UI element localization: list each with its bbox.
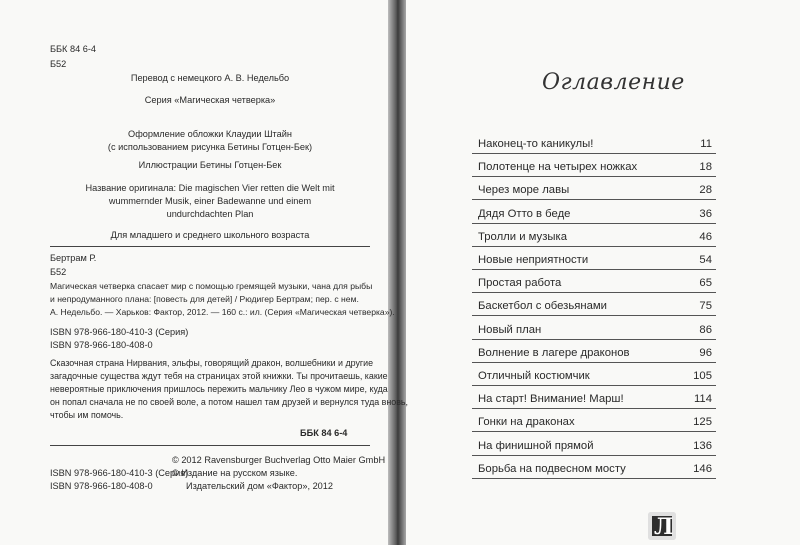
isbn-series-bottom: ISBN 978-966-180-410-3 (Серия) bbox=[50, 468, 189, 478]
toc-divider bbox=[472, 362, 716, 363]
author-code: Б52 bbox=[50, 267, 67, 277]
original-title-line3: undurchdachten Plan bbox=[166, 209, 254, 219]
biblio-line2: и непродуманного плана: [повесть для детей] / Рюдигер Бертрам; пер. с нем. bbox=[50, 294, 359, 304]
toc-entry-page: 75 bbox=[699, 300, 712, 313]
divider-bottom bbox=[50, 445, 370, 446]
toc-divider bbox=[472, 176, 716, 177]
toc-entry-page: 46 bbox=[699, 230, 712, 243]
toc-entry-page: 105 bbox=[693, 370, 712, 382]
toc-entry-title: Волнение в лагере драконов bbox=[478, 346, 630, 359]
toc-divider bbox=[472, 385, 716, 386]
toc-divider bbox=[472, 223, 716, 224]
biblio-line3: А. Недельбо. — Харьков: Фактор, 2012. — 160 с.: ил. (Серия «Магическая четверка»). bbox=[50, 307, 395, 317]
toc-divider bbox=[472, 269, 716, 270]
toc-entry-title: Новый план bbox=[478, 323, 542, 336]
cover-credit: Оформление обложки Клаудии Штайн bbox=[128, 129, 292, 139]
toc-entry-page: 146 bbox=[693, 462, 712, 475]
toc-entry-title: На финишной прямой bbox=[478, 439, 594, 452]
toc-entry-page: 11 bbox=[700, 138, 712, 150]
bbk-code-top: ББК 84 6-4 bbox=[50, 44, 97, 54]
original-title-line1: Название оригинала: Die magischen Vier retten die Welt mit bbox=[85, 183, 335, 193]
toc-entry-page: 28 bbox=[699, 184, 712, 197]
toc-entry-page: 65 bbox=[699, 277, 712, 290]
toc-title: Оглавление bbox=[542, 70, 685, 95]
toc-entry-title: Новые неприятности bbox=[478, 254, 589, 266]
toc-divider bbox=[472, 455, 716, 456]
annotation-line4: он попал сначала не по своей воле, а потом нашел там друзей и вернулся туда вновь, bbox=[50, 397, 408, 407]
annotation-line1: Сказочная страна Нирвания, эльфы, говорящий дракон, волшебники и другие bbox=[50, 358, 374, 368]
toc-entry-page: 36 bbox=[699, 207, 712, 220]
author-code-top: Б52 bbox=[50, 59, 67, 69]
toc-entry-page: 125 bbox=[693, 416, 712, 429]
toc-divider bbox=[472, 339, 716, 340]
toc-divider bbox=[472, 431, 716, 432]
labirint-logo-icon: Л bbox=[648, 512, 676, 540]
biblio-line1: Магическая четверка спасает мир с помощью гремящей музыки, чана для рыбы bbox=[50, 281, 373, 291]
toc-entry-page: 18 bbox=[699, 161, 712, 174]
isbn-book: ISBN 978-966-180-408-0 bbox=[50, 340, 153, 350]
toc-divider bbox=[472, 246, 716, 247]
toc-divider bbox=[472, 292, 716, 293]
annotation-line2: загадочные существа ждут тебя на страницах этой книжки. Ты прочитаешь, какие bbox=[50, 371, 388, 381]
toc-divider bbox=[472, 315, 716, 316]
cover-credit-note: (с использованием рисунка Бетины Готцен-Бек) bbox=[107, 142, 313, 152]
isbn-series: ISBN 978-966-180-410-3 (Серия) bbox=[50, 327, 189, 337]
book-gutter bbox=[388, 0, 406, 545]
toc-entry-title: Борьба на подвесном мосту bbox=[478, 462, 626, 475]
toc-entry-page: 96 bbox=[699, 346, 712, 359]
toc-entry-title: Простая работа bbox=[478, 277, 562, 290]
toc-entry-page: 114 bbox=[693, 393, 712, 406]
annotation-line3: невероятные приключения пришлось пережить мальчику Лео в чужом мире, куда bbox=[50, 384, 388, 394]
toc-entry-title: Через море лавы bbox=[478, 184, 570, 197]
toc-entry-title: На старт! Внимание! Марш! bbox=[478, 393, 624, 406]
toc-entry-title: Наконец-то каникулы! bbox=[478, 138, 594, 150]
copyright-line1: © 2012 Ravensburger Buchverlag Otto Maier GmbH bbox=[172, 455, 386, 465]
isbn-book-bottom: ISBN 978-966-180-408-0 bbox=[50, 481, 153, 491]
toc-entry-title: Гонки на драконах bbox=[478, 416, 575, 429]
copyright-line3: Издательский дом «Фактор», 2012 bbox=[186, 481, 334, 491]
toc-entry-title: Полотенце на четырех ножках bbox=[478, 161, 638, 174]
bbk-code-bottom: ББК 84 6-4 bbox=[300, 428, 348, 438]
toc-entry-page: 86 bbox=[699, 323, 712, 336]
toc-divider bbox=[472, 153, 716, 154]
toc-entry-title: Тролли и музыка bbox=[478, 230, 567, 243]
author-name: Бертрам Р. bbox=[50, 253, 97, 263]
toc-divider bbox=[472, 408, 716, 409]
series-name: Серия «Магическая четверка» bbox=[144, 95, 276, 105]
toc-entry-title: Дядя Отто в беде bbox=[478, 207, 571, 220]
age-group: Для младшего и среднего школьного возраста bbox=[110, 230, 310, 240]
toc-divider bbox=[472, 199, 716, 200]
toc-entry-page: 136 bbox=[693, 439, 712, 452]
toc-entry-title: Отличный костюмчик bbox=[478, 370, 590, 382]
toc-entry-page: 54 bbox=[699, 254, 712, 266]
translator-credit: Перевод с немецкого А. В. Недельбо bbox=[130, 73, 290, 83]
illustrations-credit: Иллюстрации Бетины Готцен-Бек bbox=[138, 160, 282, 170]
toc-entry-title: Баскетбол с обезьянами bbox=[478, 300, 607, 313]
toc-divider bbox=[472, 478, 716, 479]
divider-top bbox=[50, 246, 370, 247]
original-title-line2: wummernder Musik, einer Badewanne und einem bbox=[108, 196, 312, 206]
copyright-line2: © Издание на русском языке. bbox=[172, 468, 298, 478]
annotation-line5: чтобы им помочь. bbox=[50, 410, 124, 420]
